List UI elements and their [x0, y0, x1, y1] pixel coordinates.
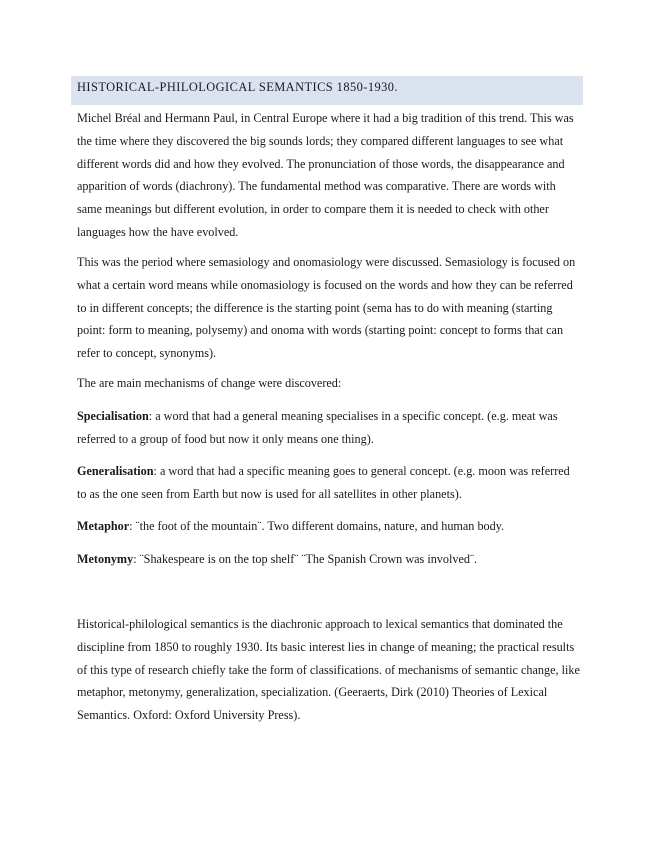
intro-paragraph: Michel Bréal and Hermann Paul, in Central Europe where it had a big tradition of this trend. This was the time where they discovered the big sounds lords; they compared different languages to see what different words did and how they evolved. The pronunciation of those words, the disappearance and apparition of words (diachrony). The fundamental method was comparative. There are words with same meanings but different evolution, in order to compare them it is needed to check with other languages how the have evolved. — [77, 111, 574, 239]
metonymy-definition: : ¨Shakespeare is on the top shelf¨ ¨The Spanish Crown was involved¨. — [133, 552, 478, 566]
generalisation-term: Generalisation — [77, 464, 154, 478]
specialisation-paragraph — [77, 405, 580, 451]
metaphor-definition: : ¨the foot of the mountain¨. Two different domains, nature, and human body. — [129, 519, 505, 533]
semasiology-paragraph: This was the period where semasiology and onomasiology were discussed. Semasiology is focused on what a certain word means while onomasiology is focused on the words and how they can be referred to in different concepts; the difference is the starting point (sema has to do with meaning (starting point: form to meaning, polysemy) and onoma with words (starting point: concept to forms that can refer to concept, synonyms). — [77, 255, 576, 361]
metonymy-paragraph — [77, 548, 580, 571]
metonymy-term: Metonymy — [77, 552, 134, 566]
metaphor-term: Metaphor — [77, 519, 130, 533]
metaphor-paragraph — [77, 515, 580, 538]
specialisation-definition: : a word that had a general meaning specialises in a specific concept. (e.g. meat was referred to a group of food but now it only means one thing). — [77, 409, 558, 446]
specialisation-term: Specialisation — [77, 409, 149, 423]
generalisation-definition: : a word that had a specific meaning goes to general concept. (e.g. moon was referred to as the one seen from Earth but now is used for all satellites in other planets). — [77, 464, 570, 501]
mechanisms-intro: The are main mechanisms of change were discovered: — [77, 376, 342, 390]
section-heading: HISTORICAL-PHILOLOGICAL SEMANTICS 1850-1930. — [71, 76, 583, 105]
generalisation-paragraph — [77, 460, 580, 506]
summary-paragraph: Historical-philological semantics is the diachronic approach to lexical semantics that dominated the discipline from 1850 to roughly 1930. Its basic interest lies in change of meaning; the practical results of this type of research chiefly take the form of classifications. of mechanisms of semantic change, like metaphor, metonymy, generalization, specialization. (Geeraerts, Dirk (2010) Theories of Lexical Semantics. Oxford: Oxford University Press). — [77, 617, 580, 723]
